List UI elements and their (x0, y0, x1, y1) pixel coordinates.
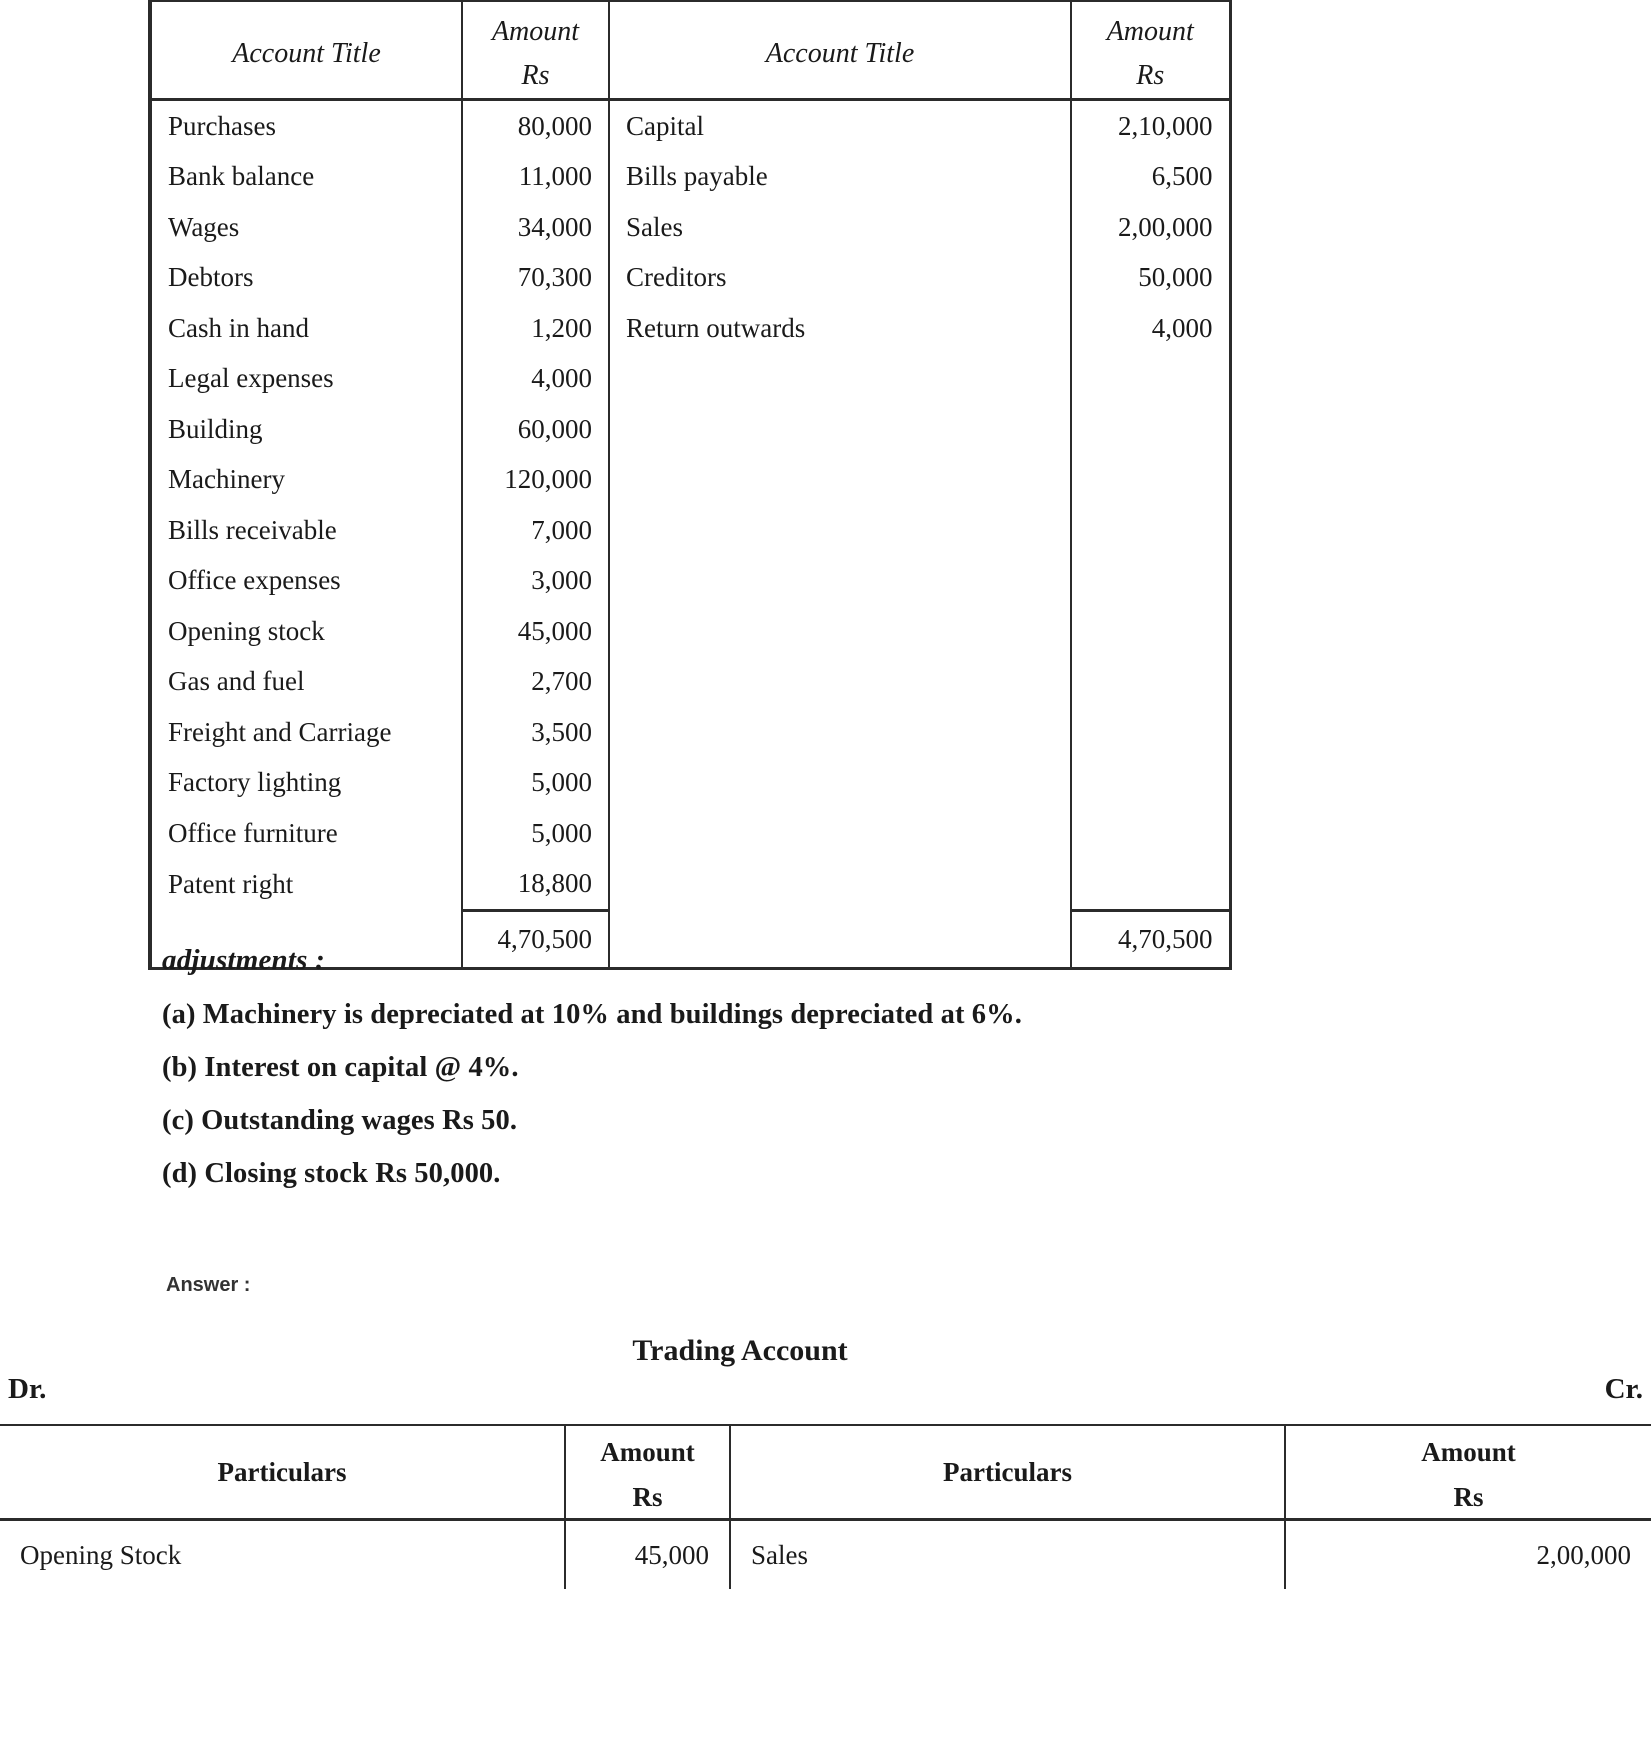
credit-empty-amount (1071, 808, 1230, 859)
debit-account-title: Debtors (150, 253, 462, 304)
credit-empty-cell (609, 556, 1071, 607)
credit-empty-cell (609, 455, 1071, 506)
table-row (150, 758, 1230, 809)
credit-particular-amount: 2,00,000 (1285, 1520, 1651, 1590)
table-row (150, 253, 1230, 304)
adjustments-section (162, 944, 1562, 1211)
debit-account-title: Purchases (150, 100, 462, 152)
credit-particular-title: Sales (730, 1520, 1285, 1590)
credit-empty-cell (609, 758, 1071, 809)
debit-particular-amount: 45,000 (565, 1520, 730, 1590)
credit-empty-amount (1071, 859, 1230, 911)
trial-balance-table (148, 0, 1232, 970)
total-debit-amount: 4,70,500 (462, 911, 609, 969)
credit-empty-amount (1071, 556, 1230, 607)
adjustment-item-a: (a) Machinery is depreciated at 10% and buildings depreciated at 6%. (162, 999, 1022, 1030)
trial-balance-header-row (150, 1, 1230, 100)
credit-amount: 6,500 (1071, 152, 1230, 203)
credit-account-title: Creditors (609, 253, 1071, 304)
table-row (150, 505, 1230, 556)
debit-amount: 70,300 (462, 253, 609, 304)
debit-amount: 4,000 (462, 354, 609, 405)
credit-empty-amount (1071, 606, 1230, 657)
debit-amount: 2,700 (462, 657, 609, 708)
header-account-title-left (150, 1, 462, 100)
table-row (0, 1520, 1651, 1590)
debit-amount: 3,500 (462, 707, 609, 758)
header-amount-left (462, 1, 609, 100)
header-amount-left (565, 1425, 730, 1520)
adjustment-item-c: (c) Outstanding wages Rs 50. (162, 1105, 518, 1136)
header-amount-right (1285, 1425, 1651, 1520)
header-label: Amount (1421, 1437, 1516, 1467)
credit-empty-amount (1071, 707, 1230, 758)
credit-empty-cell (609, 808, 1071, 859)
debit-account-title: Opening stock (150, 606, 462, 657)
page-title: Trading Account (632, 1334, 848, 1367)
credit-empty-cell (609, 505, 1071, 556)
credit-amount: 2,00,000 (1071, 202, 1230, 253)
table-row (150, 859, 1230, 911)
credit-side-label: Cr. (1604, 1373, 1643, 1405)
credit-empty-amount (1071, 657, 1230, 708)
credit-empty-cell (609, 859, 1071, 911)
header-particulars-right (730, 1425, 1285, 1520)
table-row (150, 556, 1230, 607)
credit-account-title: Bills payable (609, 152, 1071, 203)
debit-amount: 1,200 (462, 303, 609, 354)
trial-balance-table-container (148, 0, 1228, 970)
credit-empty-amount (1071, 758, 1230, 809)
header-label: Particulars (943, 1456, 1072, 1487)
header-label: Amount (1106, 16, 1194, 47)
credit-empty-amount (1071, 354, 1230, 405)
header-particulars-left (0, 1425, 565, 1520)
debit-account-title: Machinery (150, 455, 462, 506)
debit-amount: 120,000 (462, 455, 609, 506)
debit-account-title: Gas and fuel (150, 657, 462, 708)
debit-particular-title: Opening Stock (0, 1520, 565, 1590)
table-row (150, 354, 1230, 405)
header-amount-right (1071, 1, 1230, 100)
trading-account-header-row (0, 1425, 1651, 1520)
credit-empty-cell (609, 354, 1071, 405)
credit-amount: 2,10,000 (1071, 100, 1230, 152)
trading-account-table-container (0, 1424, 1651, 1589)
debit-account-title: Bills receivable (150, 505, 462, 556)
debit-amount: 5,000 (462, 808, 609, 859)
table-row (150, 707, 1230, 758)
header-account-title-right (609, 1, 1071, 100)
debit-account-title: Factory lighting (150, 758, 462, 809)
credit-empty-cell (609, 606, 1071, 657)
table-row (150, 657, 1230, 708)
credit-empty-cell (609, 657, 1071, 708)
debit-account-title: Office expenses (150, 556, 462, 607)
credit-account-title: Capital (609, 100, 1071, 152)
debit-amount: 5,000 (462, 758, 609, 809)
credit-empty-amount (1071, 455, 1230, 506)
table-row (150, 808, 1230, 859)
debit-account-title: Freight and Carriage (150, 707, 462, 758)
answer-label: Answer : (166, 1274, 251, 1296)
header-currency: Rs (1453, 1482, 1484, 1512)
credit-account-title: Return outwards (609, 303, 1071, 354)
total-credit-amount: 4,70,500 (1071, 911, 1230, 969)
header-currency: Rs (1136, 60, 1165, 91)
debit-account-title: Bank balance (150, 152, 462, 203)
debit-amount: 45,000 (462, 606, 609, 657)
table-row (150, 455, 1230, 506)
header-label: Account Title (232, 38, 381, 69)
trading-account-table (0, 1424, 1651, 1589)
credit-account-title: Sales (609, 202, 1071, 253)
header-label: Amount (600, 1437, 695, 1467)
debit-amount: 11,000 (462, 152, 609, 203)
debit-amount: 7,000 (462, 505, 609, 556)
debit-side-label: Dr. (8, 1373, 47, 1405)
debit-amount: 60,000 (462, 404, 609, 455)
header-currency: Rs (521, 60, 550, 91)
header-label: Account Title (765, 38, 915, 69)
debit-account-title: Legal expenses (150, 354, 462, 405)
credit-empty-amount (1071, 505, 1230, 556)
header-label: Amount (491, 16, 580, 47)
debit-account-title: Patent right (150, 859, 462, 911)
credit-amount: 4,000 (1071, 303, 1230, 354)
debit-account-title: Office furniture (150, 808, 462, 859)
header-label: Particulars (217, 1456, 347, 1487)
adjustments-heading: adjustments : (162, 944, 325, 976)
debit-account-title: Wages (150, 202, 462, 253)
debit-amount: 34,000 (462, 202, 609, 253)
adjustment-item-b: (b) Interest on capital @ 4%. (162, 1052, 519, 1083)
table-row (150, 152, 1230, 203)
debit-account-title: Building (150, 404, 462, 455)
table-row (150, 404, 1230, 455)
debit-amount: 3,000 (462, 556, 609, 607)
table-row (150, 100, 1230, 152)
table-row (150, 606, 1230, 657)
credit-empty-amount (1071, 404, 1230, 455)
table-row (150, 303, 1230, 354)
adjustment-item-d: (d) Closing stock Rs 50,000. (162, 1158, 501, 1189)
debit-amount: 18,800 (462, 859, 609, 911)
credit-empty-cell (609, 707, 1071, 758)
credit-empty-cell (609, 404, 1071, 455)
header-currency: Rs (632, 1482, 663, 1512)
table-row (150, 202, 1230, 253)
debit-account-title: Cash in hand (150, 303, 462, 354)
credit-amount: 50,000 (1071, 253, 1230, 304)
debit-amount: 80,000 (462, 100, 609, 152)
